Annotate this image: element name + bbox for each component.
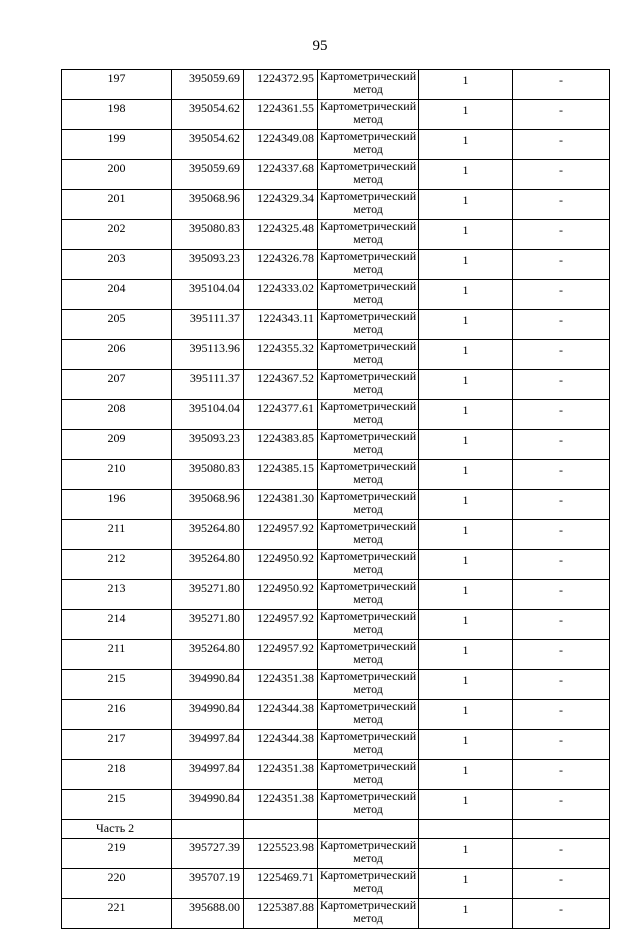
y-coordinate-cell: 1225387.88 xyxy=(244,899,318,929)
x-coordinate-cell: 395080.83 xyxy=(172,460,244,490)
accuracy-cell: 1 xyxy=(419,760,513,790)
coordinates-table-body xyxy=(62,70,610,929)
table-row xyxy=(62,490,610,520)
method-cell: Картометрический метод xyxy=(318,520,419,550)
y-coordinate-cell: 1224957.92 xyxy=(244,610,318,640)
point-number-cell: 206 xyxy=(62,340,172,370)
y-coordinate-cell: 1225523.98 xyxy=(244,839,318,869)
table-row xyxy=(62,160,610,190)
point-number-cell: 208 xyxy=(62,400,172,430)
method-cell: Картометрический метод xyxy=(318,790,419,820)
point-number-cell: 217 xyxy=(62,730,172,760)
table-row xyxy=(62,520,610,550)
accuracy-cell: 1 xyxy=(419,220,513,250)
y-coordinate-cell: 1224333.02 xyxy=(244,280,318,310)
point-number-cell: 203 xyxy=(62,250,172,280)
method-cell: Картометрический метод xyxy=(318,310,419,340)
description-cell: - xyxy=(513,370,610,400)
point-number-cell: 219 xyxy=(62,839,172,869)
description-cell: - xyxy=(513,340,610,370)
y-coordinate-cell: 1224950.92 xyxy=(244,580,318,610)
method-cell: Картометрический метод xyxy=(318,760,419,790)
y-coordinate-cell: 1224385.15 xyxy=(244,460,318,490)
y-coordinate-cell: 1224361.55 xyxy=(244,100,318,130)
method-cell: Картометрический метод xyxy=(318,490,419,520)
y-coordinate-cell: 1224349.08 xyxy=(244,130,318,160)
point-number-cell: 200 xyxy=(62,160,172,190)
table-row xyxy=(62,130,610,160)
method-cell: Картометрический метод xyxy=(318,70,419,100)
section-label: Часть 2 xyxy=(62,820,172,839)
description-cell: - xyxy=(513,430,610,460)
point-number-cell: 215 xyxy=(62,670,172,700)
point-number-cell: 201 xyxy=(62,190,172,220)
accuracy-cell: 1 xyxy=(419,250,513,280)
y-coordinate-cell: 1224326.78 xyxy=(244,250,318,280)
x-coordinate-cell: 395727.39 xyxy=(172,839,244,869)
table-row xyxy=(62,400,610,430)
table-row xyxy=(62,70,610,100)
x-coordinate-cell: 395264.80 xyxy=(172,520,244,550)
x-coordinate-cell: 394990.84 xyxy=(172,700,244,730)
description-cell: - xyxy=(513,460,610,490)
method-cell: Картометрический метод xyxy=(318,700,419,730)
description-cell: - xyxy=(513,869,610,899)
accuracy-cell: 1 xyxy=(419,520,513,550)
point-number-cell: 197 xyxy=(62,70,172,100)
accuracy-cell: 1 xyxy=(419,310,513,340)
table-row xyxy=(62,899,610,929)
point-number-cell: 214 xyxy=(62,610,172,640)
table-row xyxy=(62,730,610,760)
table-row xyxy=(62,310,610,340)
point-number-cell: 216 xyxy=(62,700,172,730)
point-number-cell: 220 xyxy=(62,869,172,899)
x-coordinate-cell: 395093.23 xyxy=(172,430,244,460)
y-coordinate-cell: 1224351.38 xyxy=(244,670,318,700)
y-coordinate-cell: 1224355.32 xyxy=(244,340,318,370)
page-number: 95 xyxy=(312,38,328,54)
method-cell: Картометрический метод xyxy=(318,550,419,580)
accuracy-cell: 1 xyxy=(419,490,513,520)
x-coordinate-cell: 395104.04 xyxy=(172,280,244,310)
description-cell: - xyxy=(513,160,610,190)
method-cell: Картометрический метод xyxy=(318,580,419,610)
method-cell: Картометрический метод xyxy=(318,130,419,160)
accuracy-cell: 1 xyxy=(419,640,513,670)
description-cell: - xyxy=(513,700,610,730)
description-cell: - xyxy=(513,760,610,790)
description-cell: - xyxy=(513,520,610,550)
x-coordinate-cell: 395264.80 xyxy=(172,640,244,670)
x-coordinate-cell: 395054.62 xyxy=(172,100,244,130)
table-row xyxy=(62,839,610,869)
method-cell: Картометрический метод xyxy=(318,190,419,220)
description-cell: - xyxy=(513,490,610,520)
table-row xyxy=(62,580,610,610)
description-cell: - xyxy=(513,550,610,580)
description-cell: - xyxy=(513,670,610,700)
y-coordinate-cell: 1224343.11 xyxy=(244,310,318,340)
table-row xyxy=(62,430,610,460)
accuracy-cell: 1 xyxy=(419,790,513,820)
empty-cell xyxy=(172,820,244,839)
table-row xyxy=(62,869,610,899)
x-coordinate-cell: 395104.04 xyxy=(172,400,244,430)
table-row xyxy=(62,190,610,220)
description-cell: - xyxy=(513,839,610,869)
y-coordinate-cell: 1224329.34 xyxy=(244,190,318,220)
accuracy-cell: 1 xyxy=(419,160,513,190)
x-coordinate-cell: 394997.84 xyxy=(172,730,244,760)
y-coordinate-cell: 1224351.38 xyxy=(244,760,318,790)
table-row xyxy=(62,610,610,640)
table-row xyxy=(62,370,610,400)
y-coordinate-cell: 1224367.52 xyxy=(244,370,318,400)
empty-cell xyxy=(513,820,610,839)
table-row xyxy=(62,700,610,730)
y-coordinate-cell: 1224950.92 xyxy=(244,550,318,580)
point-number-cell: 211 xyxy=(62,520,172,550)
point-number-cell: 218 xyxy=(62,760,172,790)
x-coordinate-cell: 395059.69 xyxy=(172,160,244,190)
x-coordinate-cell: 395093.23 xyxy=(172,250,244,280)
accuracy-cell: 1 xyxy=(419,730,513,760)
x-coordinate-cell: 395111.37 xyxy=(172,310,244,340)
point-number-cell: 205 xyxy=(62,310,172,340)
x-coordinate-cell: 395688.00 xyxy=(172,899,244,929)
x-coordinate-cell: 395068.96 xyxy=(172,490,244,520)
point-number-cell: 212 xyxy=(62,550,172,580)
description-cell: - xyxy=(513,100,610,130)
method-cell: Картометрический метод xyxy=(318,670,419,700)
y-coordinate-cell: 1224957.92 xyxy=(244,520,318,550)
description-cell: - xyxy=(513,70,610,100)
x-coordinate-cell: 395264.80 xyxy=(172,550,244,580)
y-coordinate-cell: 1224372.95 xyxy=(244,70,318,100)
table-row xyxy=(62,790,610,820)
point-number-cell: 221 xyxy=(62,899,172,929)
point-number-cell: 196 xyxy=(62,490,172,520)
accuracy-cell: 1 xyxy=(419,130,513,160)
accuracy-cell: 1 xyxy=(419,670,513,700)
table-row xyxy=(62,100,610,130)
method-cell: Картометрический метод xyxy=(318,370,419,400)
x-coordinate-cell: 394997.84 xyxy=(172,760,244,790)
point-number-cell: 211 xyxy=(62,640,172,670)
accuracy-cell: 1 xyxy=(419,899,513,929)
x-coordinate-cell: 395068.96 xyxy=(172,190,244,220)
point-number-cell: 213 xyxy=(62,580,172,610)
y-coordinate-cell: 1224377.61 xyxy=(244,400,318,430)
description-cell: - xyxy=(513,310,610,340)
y-coordinate-cell: 1224344.38 xyxy=(244,700,318,730)
accuracy-cell: 1 xyxy=(419,70,513,100)
y-coordinate-cell: 1224957.92 xyxy=(244,640,318,670)
x-coordinate-cell: 395271.80 xyxy=(172,580,244,610)
x-coordinate-cell: 395111.37 xyxy=(172,370,244,400)
accuracy-cell: 1 xyxy=(419,280,513,310)
table-row xyxy=(62,760,610,790)
point-number-cell: 210 xyxy=(62,460,172,490)
method-cell: Картометрический метод xyxy=(318,160,419,190)
accuracy-cell: 1 xyxy=(419,610,513,640)
description-cell: - xyxy=(513,130,610,160)
table-row xyxy=(62,280,610,310)
point-number-cell: 215 xyxy=(62,790,172,820)
accuracy-cell: 1 xyxy=(419,460,513,490)
table-row xyxy=(62,640,610,670)
section-row xyxy=(62,820,610,839)
y-coordinate-cell: 1224351.38 xyxy=(244,790,318,820)
table-row xyxy=(62,460,610,490)
accuracy-cell: 1 xyxy=(419,370,513,400)
point-number-cell: 198 xyxy=(62,100,172,130)
y-coordinate-cell: 1224337.68 xyxy=(244,160,318,190)
method-cell: Картометрический метод xyxy=(318,220,419,250)
x-coordinate-cell: 395707.19 xyxy=(172,869,244,899)
accuracy-cell: 1 xyxy=(419,340,513,370)
accuracy-cell: 1 xyxy=(419,430,513,460)
method-cell: Картометрический метод xyxy=(318,839,419,869)
description-cell: - xyxy=(513,730,610,760)
method-cell: Картометрический метод xyxy=(318,460,419,490)
empty-cell xyxy=(318,820,419,839)
y-coordinate-cell: 1224383.85 xyxy=(244,430,318,460)
table-row xyxy=(62,340,610,370)
x-coordinate-cell: 395059.69 xyxy=(172,70,244,100)
description-cell: - xyxy=(513,899,610,929)
description-cell: - xyxy=(513,580,610,610)
coordinates-table xyxy=(61,69,610,929)
accuracy-cell: 1 xyxy=(419,400,513,430)
y-coordinate-cell: 1224344.38 xyxy=(244,730,318,760)
point-number-cell: 209 xyxy=(62,430,172,460)
method-cell: Картометрический метод xyxy=(318,280,419,310)
method-cell: Картометрический метод xyxy=(318,430,419,460)
x-coordinate-cell: 394990.84 xyxy=(172,670,244,700)
description-cell: - xyxy=(513,790,610,820)
point-number-cell: 204 xyxy=(62,280,172,310)
description-cell: - xyxy=(513,250,610,280)
y-coordinate-cell: 1224381.30 xyxy=(244,490,318,520)
method-cell: Картометрический метод xyxy=(318,730,419,760)
accuracy-cell: 1 xyxy=(419,550,513,580)
method-cell: Картометрический метод xyxy=(318,100,419,130)
method-cell: Картометрический метод xyxy=(318,869,419,899)
table-row xyxy=(62,550,610,580)
description-cell: - xyxy=(513,610,610,640)
table-row xyxy=(62,670,610,700)
accuracy-cell: 1 xyxy=(419,190,513,220)
method-cell: Картометрический метод xyxy=(318,640,419,670)
y-coordinate-cell: 1224325.48 xyxy=(244,220,318,250)
description-cell: - xyxy=(513,280,610,310)
description-cell: - xyxy=(513,190,610,220)
table-row xyxy=(62,250,610,280)
empty-cell xyxy=(419,820,513,839)
method-cell: Картометрический метод xyxy=(318,610,419,640)
method-cell: Картометрический метод xyxy=(318,400,419,430)
accuracy-cell: 1 xyxy=(419,700,513,730)
empty-cell xyxy=(244,820,318,839)
accuracy-cell: 1 xyxy=(419,100,513,130)
x-coordinate-cell: 395113.96 xyxy=(172,340,244,370)
x-coordinate-cell: 395271.80 xyxy=(172,610,244,640)
accuracy-cell: 1 xyxy=(419,869,513,899)
description-cell: - xyxy=(513,220,610,250)
y-coordinate-cell: 1225469.71 xyxy=(244,869,318,899)
method-cell: Картометрический метод xyxy=(318,899,419,929)
method-cell: Картометрический метод xyxy=(318,250,419,280)
x-coordinate-cell: 395054.62 xyxy=(172,130,244,160)
accuracy-cell: 1 xyxy=(419,580,513,610)
description-cell: - xyxy=(513,400,610,430)
point-number-cell: 199 xyxy=(62,130,172,160)
method-cell: Картометрический метод xyxy=(318,340,419,370)
x-coordinate-cell: 395080.83 xyxy=(172,220,244,250)
point-number-cell: 202 xyxy=(62,220,172,250)
description-cell: - xyxy=(513,640,610,670)
table-row xyxy=(62,220,610,250)
x-coordinate-cell: 394990.84 xyxy=(172,790,244,820)
accuracy-cell: 1 xyxy=(419,839,513,869)
point-number-cell: 207 xyxy=(62,370,172,400)
